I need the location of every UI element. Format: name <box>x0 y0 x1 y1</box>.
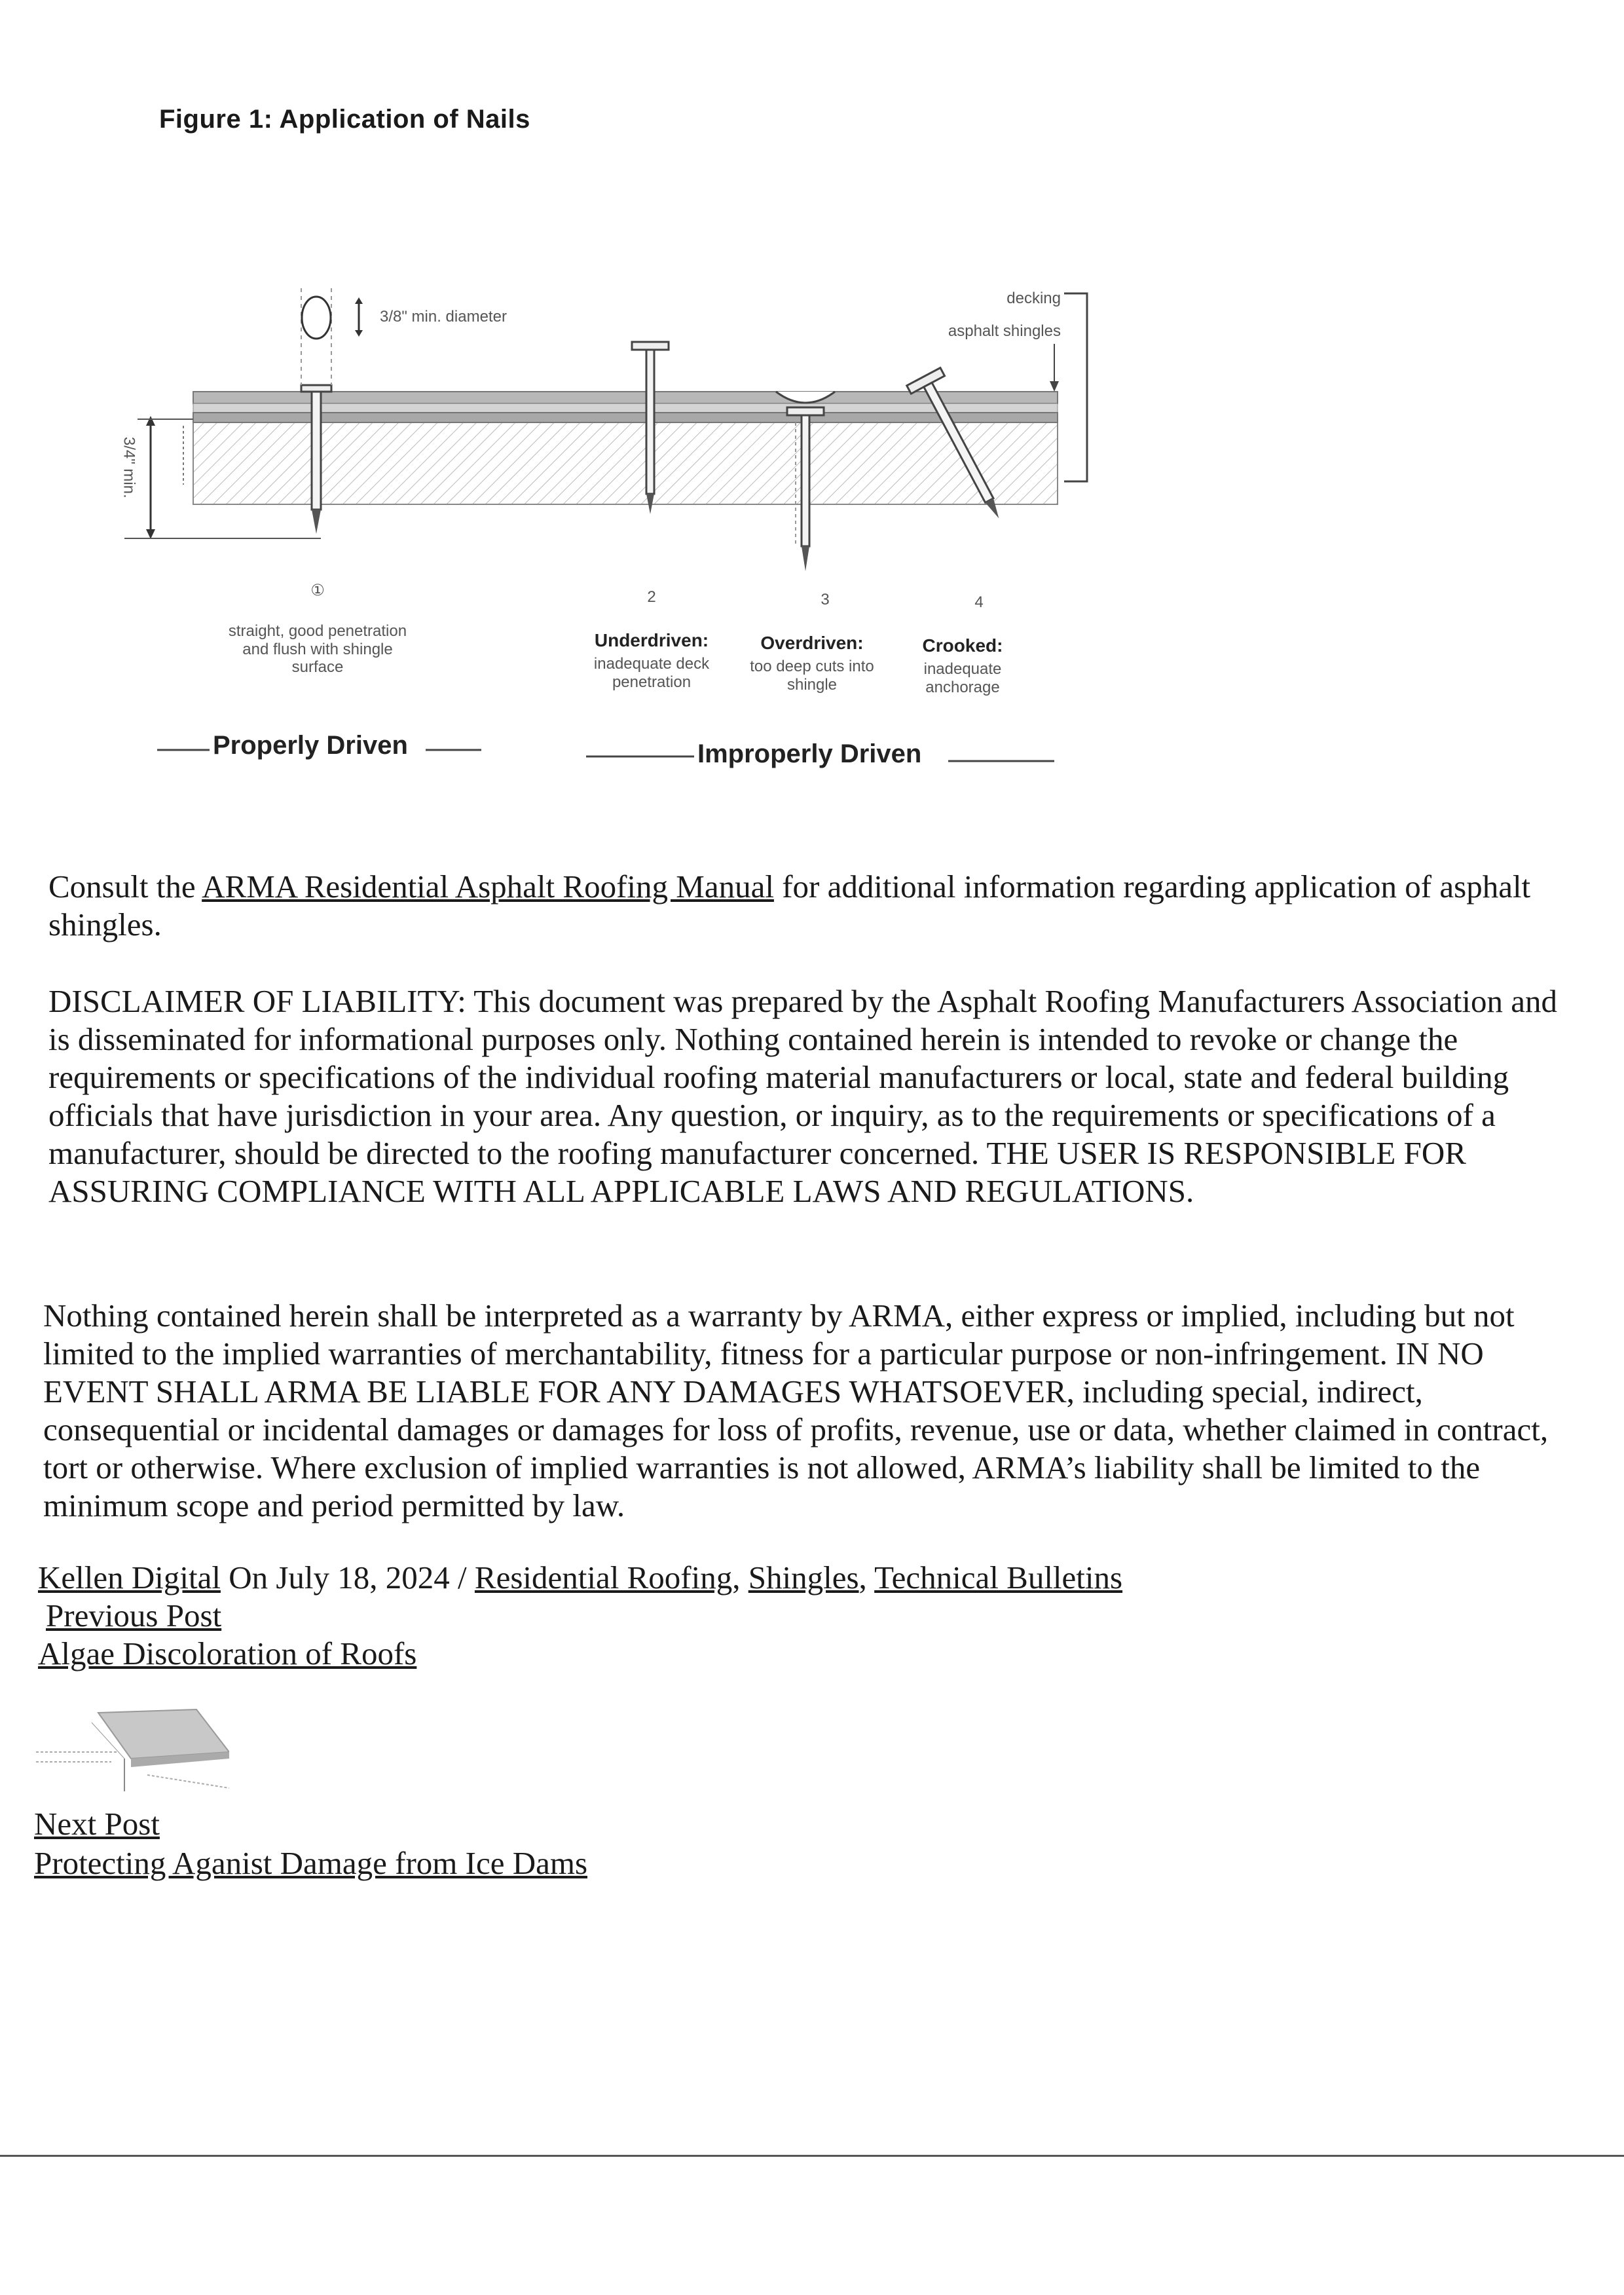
decking-label: decking <box>1006 289 1061 307</box>
disclaimer-paragraph <box>48 982 1568 1210</box>
diameter-label: 3/8" min. diameter <box>380 308 507 326</box>
page-bottom-rule <box>0 2155 1624 2157</box>
post-date: On July 18, 2024 <box>220 1559 458 1595</box>
penetration-label: 3/4" min. <box>120 436 138 498</box>
properly-driven-label: Properly Driven <box>213 731 408 760</box>
category-comma: , <box>858 1559 875 1595</box>
crooked-heading: Crooked: <box>922 635 1003 656</box>
next-post-thumbnail[interactable] <box>33 1696 229 1801</box>
author-link[interactable]: Kellen Digital <box>38 1559 221 1595</box>
underdriven-description: inadequate deck penetration <box>593 655 710 691</box>
roof-deck <box>193 422 1058 504</box>
consult-text-before: Consult the <box>48 868 202 905</box>
category-link-technical-bulletins[interactable]: Technical Bulletins <box>874 1559 1123 1595</box>
previous-post-link[interactable]: Previous Post <box>46 1597 222 1633</box>
category-comma: , <box>732 1559 748 1595</box>
figure-title: Figure 1: Application of Nails <box>159 105 530 134</box>
next-post-link[interactable]: Next Post <box>34 1806 160 1842</box>
improperly-driven-label: Improperly Driven <box>697 739 922 768</box>
overdriven-heading: Overdriven: <box>760 633 864 653</box>
post-meta <box>38 1559 1122 1596</box>
crooked-description: inadequate anchorage <box>923 660 1002 696</box>
overdriven-description: too deep cuts into shingle <box>750 658 874 694</box>
nail-number-4: 4 <box>974 593 984 611</box>
asphalt-shingles-label: asphalt shingles <box>948 322 1061 340</box>
disclaimer-text: DISCLAIMER OF LIABILITY: This document was prepared by the Asphalt Roofing Manufacturers Association and is disseminated for informational purposes only. Nothing contained herein is intended to revoke or change the requirements or specifications of the individual roofing material manufacturers or local, state and federal building officials that have jurisdiction in your area. Any question, or inquiry, as to the requirements or specifications of a manufacturer, should be directed to the roofing manufacturer concerned. THE USER IS RESPONSIBLE FOR ASSURING COMPLIANCE WITH ALL APPLICABLE LAWS AND REGULATIONS. <box>48 983 1558 1209</box>
nail-number-3: 3 <box>821 591 830 608</box>
underdriven-heading: Underdriven: <box>594 630 709 650</box>
category-link-residential-roofing[interactable]: Residential Roofing <box>474 1559 733 1595</box>
nail-application-diagram <box>111 269 1094 786</box>
warranty-text: Nothing contained herein shall be interpreted as a warranty by ARMA, either express or implied, including but not limited to the implied warranties of merchantability, fitness for a particular purpose or non-infringement. IN NO EVENT SHALL ARMA BE LIABLE FOR ANY DAMAGES WHATSOEVER, including special, indirect, consequential or incidental damages or damages for loss of profits, revenue, use or data, whether claimed in contract, tort or otherwise. Where exclusion of implied warranties is not allowed, ARMA’s liability shall be limited to the minimum scope and period permitted by law. <box>43 1297 1549 1523</box>
warranty-paragraph <box>43 1297 1562 1525</box>
nail-number-2: 2 <box>647 588 656 606</box>
next-post-title-link[interactable]: Protecting Aganist Damage from Ice Dams <box>34 1845 588 1881</box>
arma-manual-link[interactable]: ARMA Residential Asphalt Roofing Manual <box>202 868 774 905</box>
consult-text-after: for additional information regarding application of asphalt shingles. <box>48 868 1531 942</box>
consult-paragraph <box>48 868 1555 944</box>
nail-number-1: ① <box>310 582 325 599</box>
properly-driven-description: straight, good penetration and flush with shingle surface <box>228 622 407 677</box>
category-link-shingles[interactable]: Shingles <box>748 1559 859 1595</box>
meta-separator: / <box>458 1559 475 1595</box>
roof-thumbnail-image <box>33 1696 229 1801</box>
nail-diagram-graphic <box>111 269 1094 786</box>
previous-post-title-link[interactable]: Algae Discoloration of Roofs <box>38 1635 417 1671</box>
